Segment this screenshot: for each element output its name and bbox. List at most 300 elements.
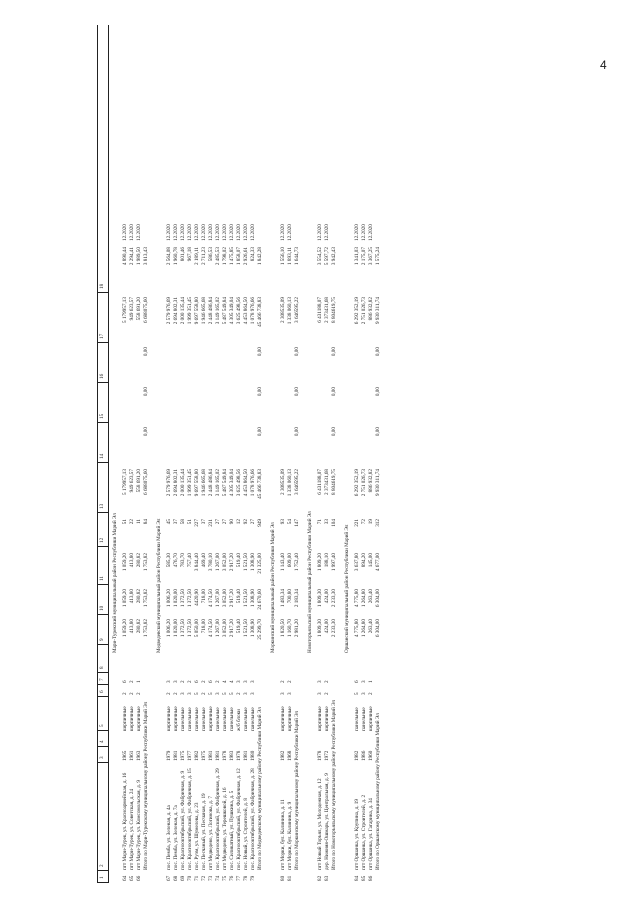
- value-res: 11: [136, 519, 142, 524]
- value-s2: 263,40: [368, 589, 374, 604]
- column-number: 15: [99, 413, 105, 419]
- value-s2: 3 052,00: [222, 589, 228, 608]
- row-number: 67: [166, 875, 172, 881]
- value-s3: 609,00: [287, 553, 293, 568]
- value-c16: 1 999 351,45: [187, 297, 193, 325]
- value-s1: 4 775,80: [354, 619, 360, 638]
- floors: 5: [229, 692, 235, 695]
- deadline: 12.2020: [208, 224, 214, 241]
- value-cost: 949 623,57: [129, 469, 135, 493]
- deadline: 12.2020: [317, 224, 323, 241]
- total-s1: 1 753,82: [143, 619, 149, 638]
- value-c16: 2 579 976,69: [166, 297, 172, 325]
- value-s3: 3 637,80: [354, 553, 360, 572]
- value-s1: 424,00: [324, 619, 330, 634]
- value-c17: 1 858,07: [236, 247, 242, 266]
- total-res: 312: [375, 519, 381, 527]
- value-s1: 1 308,90: [250, 619, 256, 638]
- wall-material: панельные: [250, 707, 256, 731]
- row-number: 79: [250, 875, 256, 881]
- floors: 3: [215, 692, 221, 695]
- value-cost: 1 946 665,68: [201, 469, 207, 497]
- wall-material: кирпичные: [208, 706, 214, 731]
- value-c17: 1 556,10: [280, 247, 286, 266]
- total-s1: 2 981,20: [294, 619, 300, 638]
- value-s1: 4 174,50: [208, 619, 214, 638]
- column-number: 9: [99, 638, 105, 641]
- value-cost: 2 448 486,84: [208, 469, 214, 497]
- district-title: Новоторъяльский муниципальный район Республики Марий Эл: [307, 511, 313, 653]
- address: пгт Медведево, ул. Логинова, д. 7: [208, 796, 214, 870]
- floors: 2: [368, 692, 374, 695]
- value-s2: 4420,90: [194, 589, 200, 606]
- value-c16: 5 487 549,84: [222, 297, 228, 325]
- column-number: 17: [99, 333, 105, 339]
- address: пос. Краснооктябрьский, ул. Фабричная, д. 29: [215, 768, 221, 870]
- value-c17: 967,18: [187, 247, 193, 262]
- entrances: 3: [236, 680, 242, 683]
- total-s1: 25 299,70: [257, 619, 263, 640]
- row-number: 81: [287, 875, 293, 881]
- value-c17: 3 367,25: [368, 247, 374, 266]
- entrances: 2: [215, 680, 221, 683]
- row-number: 70: [187, 875, 193, 881]
- build-year: 1981: [215, 750, 221, 761]
- total-s1: 6 304,00: [375, 619, 381, 638]
- value-c16: 1 946 665,68: [201, 297, 207, 325]
- value-c17: 1 341,03: [354, 247, 360, 266]
- value-c17: 801,46: [180, 247, 186, 262]
- value-c16: 2 694 802,31: [173, 297, 179, 325]
- value-s2: 1 020,00: [173, 589, 179, 608]
- total-c13: 0,00: [257, 427, 263, 437]
- row-number: 69: [180, 875, 186, 881]
- column-divider: [98, 762, 108, 763]
- column-divider: [98, 422, 108, 423]
- wall-material: панельные: [187, 707, 193, 731]
- address: пос. Пемба, ул. Зеленая, д. 4а: [166, 805, 172, 870]
- total-c16: 9 930 311,74: [375, 297, 381, 325]
- row-number: 82: [317, 875, 323, 881]
- deadline: 12.2020: [136, 224, 142, 241]
- build-year: 1982: [280, 750, 286, 761]
- deadline: 12.2020: [187, 224, 193, 241]
- build-year: 1968: [287, 750, 293, 761]
- deadline: 12.2020: [368, 224, 374, 241]
- total-s2: 1 753,82: [143, 589, 149, 608]
- entrances: 2: [287, 680, 293, 683]
- total-c14: 0,00: [294, 387, 300, 397]
- value-s1: 3 052,00: [222, 619, 228, 638]
- total-c14: 0,00: [257, 387, 263, 397]
- column-divider: [98, 644, 108, 645]
- value-s1: 2 917,20: [229, 619, 235, 638]
- value-c16: 949 623,57: [129, 297, 135, 321]
- value-s3: 188,10: [324, 553, 330, 568]
- value-s1: 718,00: [201, 619, 207, 634]
- row-number: 76: [229, 875, 235, 881]
- total-c15: 0,00: [143, 347, 149, 357]
- wall-material: кирпичные: [324, 706, 330, 731]
- value-c17: 2 711,23: [201, 247, 207, 265]
- build-year: 1980: [250, 750, 256, 761]
- floors: 5: [208, 692, 214, 695]
- value-s3: 519,40: [236, 553, 242, 568]
- address: пгт Мари-Турек, ул. Красноармейская, д. 16: [122, 772, 128, 870]
- address: пос. Силикатный, ул. Пушкина, д. 5: [229, 790, 235, 870]
- entrances: 6: [194, 680, 200, 683]
- value-c16: 2 448 486,84: [208, 297, 214, 325]
- value-s3: 476,70: [173, 553, 179, 568]
- value-res: 51: [122, 519, 128, 525]
- value-s1: 1 521,50: [243, 619, 249, 638]
- address: пгт Морки, бул. Калинина, д. 9: [287, 801, 293, 870]
- value-cost: 3 625 498,56: [236, 469, 242, 497]
- row-number: 78: [243, 875, 249, 881]
- deadline: 12.2020: [361, 224, 367, 241]
- value-s3: 1 059,20: [122, 553, 128, 572]
- value-res: 37: [173, 519, 179, 525]
- address: пос. Краснооктябрьский, ул. Фабричная, д. 9: [180, 770, 186, 870]
- total-s3: 1 753,82: [143, 553, 149, 572]
- deadline: 12.2020: [354, 224, 360, 241]
- total-c16: 6 688075,60: [143, 297, 149, 323]
- floors: 2: [122, 692, 128, 695]
- entrances: 2: [324, 680, 330, 683]
- value-cost: 6 431188,07: [317, 469, 323, 495]
- value-s3: 585,30: [166, 553, 172, 568]
- build-year: 1978: [222, 750, 228, 761]
- floors: 2: [324, 692, 330, 695]
- column-number: 14: [99, 453, 105, 459]
- value-c16: 3 625 498,56: [236, 297, 242, 325]
- total-c15: 0,00: [375, 347, 381, 357]
- value-res: 37: [201, 519, 207, 525]
- total-cost: 9 930 311,74: [375, 469, 381, 497]
- value-s2: 700,80: [287, 589, 293, 604]
- address: пос. Пемба, ул. Зеленая, д. 7а: [173, 805, 179, 870]
- value-cost: 1 999 351,45: [187, 469, 193, 497]
- address: пгт Морки, бул. Калинина, д. 11: [280, 799, 286, 870]
- row-number: 86: [368, 875, 374, 881]
- value-res: 58: [180, 519, 186, 525]
- column-divider: [98, 882, 108, 883]
- value-c16: 558 691,20: [136, 297, 142, 321]
- value-s3: 3 780,10: [208, 553, 214, 572]
- wall-material: панельные: [194, 707, 200, 731]
- column-number: 7: [99, 678, 105, 681]
- value-c16: 2 751 026,73: [361, 297, 367, 325]
- value-cost: 5 487 549,84: [222, 469, 228, 497]
- entrances: 3: [166, 680, 172, 683]
- deadline: 12.2020: [194, 224, 200, 241]
- total-cost: 3 646595,22: [294, 469, 300, 495]
- build-year: 1975: [201, 750, 207, 761]
- row-number: 80: [280, 875, 286, 881]
- wall-material: панельные: [180, 707, 186, 731]
- floors: 2: [129, 692, 135, 695]
- entrances: 4: [222, 680, 228, 683]
- entrances: 3: [361, 680, 367, 683]
- value-c17: 3 554,52: [317, 247, 323, 266]
- wall-material: ж/б блоки: [236, 709, 242, 731]
- district-title: Моркинский муниципальный район Республики Марий Эл: [270, 522, 276, 653]
- value-c17: 1 798,02: [222, 247, 228, 266]
- wall-material: кирпичные: [136, 706, 142, 731]
- value-res: 27: [222, 519, 228, 525]
- value-c17: 1 960,78: [173, 247, 179, 266]
- value-c16: 2 000 135,44: [180, 297, 186, 325]
- value-s1: 1 267,00: [215, 619, 221, 638]
- column-divider: [98, 614, 108, 615]
- wall-material: панельные: [243, 707, 249, 731]
- column-number: 11: [99, 576, 105, 581]
- value-cost: 5 179957,13: [122, 469, 128, 495]
- district-title: Мари-Турекский муниципальный район Республики Марий Эл: [112, 513, 118, 653]
- entrances: 1: [136, 680, 142, 683]
- column-number: 18: [99, 283, 105, 289]
- wall-material: кирпичные: [166, 706, 172, 731]
- column-number: 3: [99, 756, 105, 759]
- value-c16: 9 697 558,80: [194, 297, 200, 325]
- value-s3: 1 521,50: [243, 553, 249, 572]
- value-c17: 5 597,72: [324, 247, 330, 266]
- wall-material: кирпичные: [129, 706, 135, 731]
- value-res: 19: [368, 519, 374, 525]
- build-year: 1982: [354, 750, 360, 761]
- wall-material: панельные: [215, 707, 221, 731]
- value-s3: 894,20: [361, 553, 367, 568]
- column-divider: [98, 684, 108, 685]
- value-c17: 2 294,41: [129, 247, 135, 266]
- floors: 5: [194, 692, 200, 695]
- deadline: 12.2020: [180, 224, 186, 241]
- column-divider: [98, 546, 108, 547]
- value-res: 27: [250, 519, 256, 525]
- value-s2: 1 521,50: [243, 589, 249, 608]
- value-s3: 469,40: [201, 553, 207, 568]
- value-s1: 1 809,30: [317, 619, 323, 638]
- value-s1: 5 050,00: [194, 619, 200, 638]
- value-s3: 757,40: [187, 553, 193, 568]
- entrances: 3: [173, 680, 179, 683]
- address: пгт Мари-Турек, ул. Советская, д. 24: [129, 788, 135, 870]
- row-number: 73: [208, 875, 214, 881]
- total-c13: 0,00: [294, 427, 300, 437]
- district-total-label: Итого по Моркинскому муниципальному району Республики Марий Эл: [294, 710, 300, 870]
- row-number: 66: [136, 875, 142, 881]
- value-res: 51: [187, 519, 193, 525]
- value-s1: 1 059,20: [122, 619, 128, 638]
- build-year: 1960: [368, 750, 374, 761]
- value-s3: 783,70: [180, 553, 186, 568]
- build-year: 1972: [324, 750, 330, 761]
- deadline: 12.2020: [243, 224, 249, 241]
- column-number: 16: [99, 373, 105, 379]
- district-title: Медведевский муниципальный район Республики Марий Эл: [156, 518, 162, 653]
- value-res: 92: [243, 519, 249, 525]
- value-s3: 1 143,40: [280, 553, 286, 572]
- wall-material: кирпичные: [287, 706, 293, 731]
- address: пос. Краснооктябрьский, ул. Фабричная, д. 28: [250, 768, 256, 870]
- entrances: 4: [229, 680, 235, 683]
- floors: 2: [173, 692, 179, 695]
- value-s2: 1 006,20: [166, 589, 172, 608]
- total-c17: 1 575,24: [375, 247, 381, 266]
- value-c16: 1 338 060,13: [287, 297, 293, 325]
- wall-material: кирпичные: [122, 706, 128, 731]
- build-year: 1986: [361, 750, 367, 761]
- register-table: [97, 25, 518, 883]
- build-year: 1983: [229, 750, 235, 761]
- value-c17: 2 926,61: [243, 247, 249, 266]
- column-number: 4: [99, 740, 105, 743]
- value-res: 227: [194, 519, 200, 527]
- value-s1: 1 820,50: [280, 619, 286, 638]
- floors: 2: [166, 692, 172, 695]
- value-c16: 4 305 349,04: [229, 297, 235, 325]
- total-s3: 1 752,40: [294, 553, 300, 572]
- total-c16: 3 646595,22: [294, 297, 300, 323]
- build-year: 1982: [194, 750, 200, 761]
- total-c17: 1 842,28: [257, 247, 263, 266]
- address: пос. Руэм, ул. Шумелева, д. 23: [194, 802, 200, 870]
- value-cost: 4 453 864,50: [243, 469, 249, 497]
- deadline: 12.2020: [250, 224, 256, 241]
- row-number: 68: [173, 875, 179, 881]
- total-c15: 0,00: [331, 347, 337, 357]
- address: дер. Нижняя-Ошмарь, ул. Центральная, д. 9: [324, 773, 330, 870]
- build-year: 1965: [122, 750, 128, 761]
- deadline: 12.2020: [229, 224, 235, 241]
- value-c16: 4 453 864,50: [243, 297, 249, 325]
- entrances: 6: [122, 680, 128, 683]
- value-s3: 2 917,20: [229, 553, 235, 572]
- build-year: 1977: [187, 750, 193, 761]
- total-c17: 3 942,43: [331, 247, 337, 266]
- wall-material: кирпичные: [368, 706, 374, 731]
- value-s2: 718,00: [201, 589, 207, 604]
- wall-material: кирпичные: [317, 706, 323, 731]
- total-cost: 8 804619,75: [331, 469, 337, 495]
- value-s2: 424,00: [324, 589, 330, 604]
- total-c13: 0,00: [375, 427, 381, 437]
- build-year: 1981: [243, 750, 249, 761]
- value-s1: 1 372,50: [187, 619, 193, 638]
- value-s2: 1 264,80: [361, 589, 367, 608]
- value-s2: 413,80: [129, 589, 135, 604]
- total-c17: 3 813,43: [143, 247, 149, 266]
- total-c14: 0,00: [375, 387, 381, 397]
- entrances: 2: [129, 680, 135, 683]
- entrances: 2: [280, 680, 286, 683]
- wall-material: панельные: [222, 707, 228, 731]
- entrances: 3: [243, 680, 249, 683]
- value-c17: 2 564,08: [166, 247, 172, 266]
- total-res: 104: [331, 519, 337, 527]
- floors: 5: [222, 692, 228, 695]
- value-cost: 9 697 558,80: [194, 469, 200, 497]
- floors: 3: [243, 692, 249, 695]
- column-divider: [98, 730, 108, 731]
- column-number: 5: [99, 724, 105, 727]
- value-res: 22: [129, 519, 135, 525]
- build-year: 1975: [180, 750, 186, 761]
- value-s3: 1 809,20: [317, 553, 323, 572]
- column-number: 6: [99, 690, 105, 693]
- value-s2: 280,82: [136, 589, 142, 604]
- row-number: 75: [222, 875, 228, 881]
- value-c16: 1 078 976,66: [250, 297, 256, 325]
- deadline: 12.2020: [324, 224, 330, 241]
- value-res: 45: [166, 519, 172, 525]
- value-c17: 1 475,85: [229, 247, 235, 266]
- value-s2: 2 917,20: [229, 589, 235, 608]
- value-s3: 280,82: [136, 553, 142, 568]
- value-cost: 1 338 060,13: [287, 469, 293, 497]
- wall-material: панельные: [354, 707, 360, 731]
- address: пос. Краснооктябрьский, ул. Фабричная, д. 15: [187, 768, 193, 870]
- total-res: 84: [143, 519, 149, 525]
- column-number-header: [97, 25, 109, 883]
- district-total-label: Итого по Мари-Турекскому муниципальному району Республики Марий Эл: [143, 701, 149, 870]
- wall-material: панельные: [201, 707, 207, 731]
- value-res: 221: [354, 519, 360, 527]
- value-s1: 413,80: [129, 619, 135, 634]
- deadline: 12.2020: [166, 224, 172, 241]
- row-number: 85: [361, 875, 367, 881]
- value-s1: 519,40: [236, 619, 242, 634]
- address: пгт Новый Торъял, ул. Молодежная, д. 12: [317, 778, 323, 870]
- deadline: 12.2020: [287, 224, 293, 241]
- value-s3: 1 308,90: [250, 553, 256, 572]
- wall-material: панельные: [361, 707, 367, 731]
- value-c16: 5 179957,13: [122, 297, 128, 323]
- row-number: 72: [201, 875, 207, 881]
- column-number: 10: [99, 605, 105, 611]
- value-s3: 3 052,00: [222, 553, 228, 572]
- total-s3: 1 997,40: [331, 553, 337, 572]
- column-divider: [98, 870, 108, 871]
- value-c17: 4 890,44: [122, 247, 128, 266]
- column-number: 12: [99, 537, 105, 543]
- value-res: 54: [287, 519, 293, 525]
- floors: 5: [354, 692, 360, 695]
- address: пгт Оршанка, ул. Строителей, д. 2: [361, 794, 367, 870]
- column-number: 2: [99, 864, 105, 867]
- total-c17: 1 644,73: [294, 247, 300, 266]
- value-c17: 824,33: [250, 247, 256, 262]
- value-s1: 280,82: [136, 619, 142, 634]
- value-res: 27: [215, 519, 221, 525]
- total-s2: 2 183,34: [294, 589, 300, 608]
- value-s1: 1 020,00: [173, 619, 179, 638]
- value-s3: 3 844,40: [194, 553, 200, 572]
- column-divider: [98, 342, 108, 343]
- value-s3: 145,00: [368, 553, 374, 568]
- value-s3: 413,80: [129, 553, 135, 568]
- floors: 2: [236, 692, 242, 695]
- total-s2: 2 233,30: [331, 589, 337, 608]
- value-cost: 2 308535,09: [280, 469, 286, 495]
- column-number: 13: [99, 503, 105, 509]
- value-res: 90: [229, 519, 235, 525]
- total-c14: 0,00: [331, 387, 337, 397]
- address: пгт Оршанка, ул. Крупина, д. 19: [354, 799, 360, 870]
- value-res: 231: [208, 519, 214, 527]
- floors: 3: [317, 692, 323, 695]
- value-cost: 558 691,20: [136, 469, 142, 493]
